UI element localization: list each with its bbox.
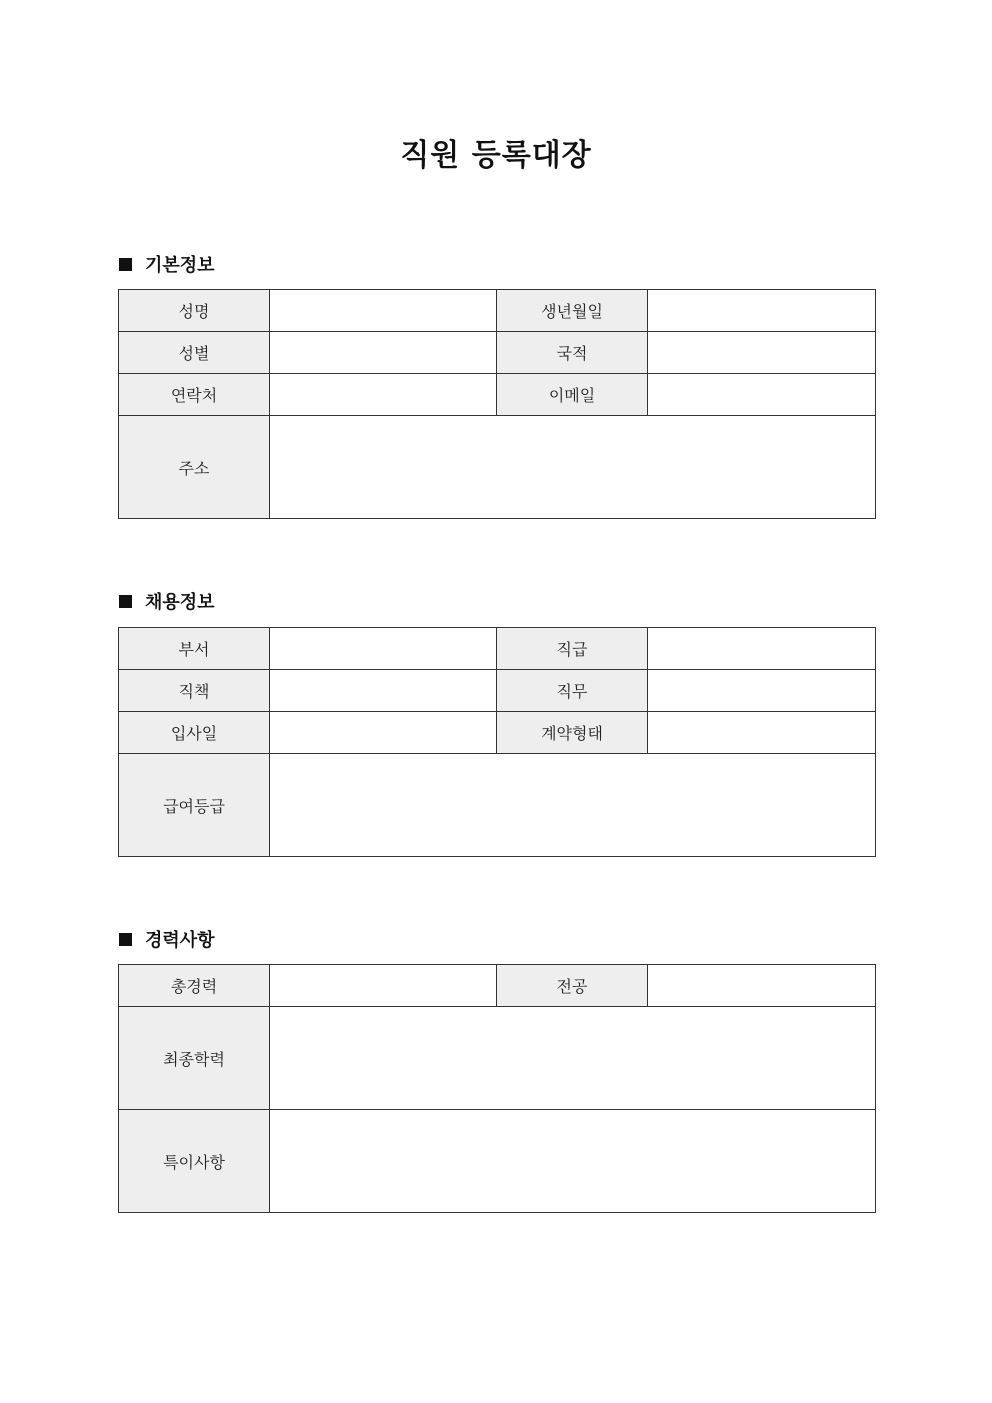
contact-field[interactable]: [270, 374, 497, 416]
name-field[interactable]: [270, 290, 497, 332]
position-label: 직책: [119, 670, 270, 712]
position-field[interactable]: [270, 670, 497, 712]
nationality-field[interactable]: [648, 332, 876, 374]
education-field[interactable]: [270, 1007, 876, 1110]
table-row: [119, 332, 876, 374]
table-row: [119, 712, 876, 754]
table-row: [119, 1110, 876, 1213]
total-career-field[interactable]: [270, 965, 497, 1007]
address-label: 주소: [119, 416, 270, 519]
hire-date-field[interactable]: [270, 712, 497, 754]
gender-label: 성별: [119, 332, 270, 374]
salary-grade-field[interactable]: [270, 754, 876, 857]
department-field[interactable]: [270, 628, 497, 670]
contract-type-field[interactable]: [648, 712, 876, 754]
table-row: [119, 290, 876, 332]
grade-field[interactable]: [648, 628, 876, 670]
square-bullet-icon: [119, 258, 132, 271]
name-label: 성명: [119, 290, 270, 332]
career-info-table: [118, 964, 876, 1213]
birthdate-field[interactable]: [648, 290, 876, 332]
section-heading-basic: [119, 252, 215, 276]
duty-label: 직무: [497, 670, 648, 712]
table-row: [119, 1007, 876, 1110]
section-heading-label: 채용정보: [145, 592, 215, 613]
education-label: 최종학력: [119, 1007, 270, 1110]
contract-type-label: 계약형태: [497, 712, 648, 754]
duty-field[interactable]: [648, 670, 876, 712]
email-label: 이메일: [497, 374, 648, 416]
section-heading-label: 경력사항: [145, 930, 215, 951]
section-heading-employment: [119, 589, 215, 613]
nationality-label: 국적: [497, 332, 648, 374]
major-label: 전공: [497, 965, 648, 1007]
hire-date-label: 입사일: [119, 712, 270, 754]
employment-info-table: [118, 627, 876, 857]
section-heading-label: 기본정보: [145, 255, 215, 276]
email-field[interactable]: [648, 374, 876, 416]
major-field[interactable]: [648, 965, 876, 1007]
table-row: [119, 416, 876, 519]
birthdate-label: 생년월일: [497, 290, 648, 332]
total-career-label: 총경력: [119, 965, 270, 1007]
salary-grade-label: 급여등급: [119, 754, 270, 857]
address-field[interactable]: [270, 416, 876, 519]
table-row: [119, 754, 876, 857]
basic-info-table: [118, 289, 876, 519]
contact-label: 연락처: [119, 374, 270, 416]
table-row: [119, 374, 876, 416]
department-label: 부서: [119, 628, 270, 670]
section-heading-career: [119, 927, 215, 951]
remarks-field[interactable]: [270, 1110, 876, 1213]
page-title: 직원 등록대장: [400, 138, 592, 173]
gender-field[interactable]: [270, 332, 497, 374]
table-row: [119, 965, 876, 1007]
square-bullet-icon: [119, 933, 132, 946]
table-row: [119, 628, 876, 670]
table-row: [119, 670, 876, 712]
remarks-label: 특이사항: [119, 1110, 270, 1213]
square-bullet-icon: [119, 595, 132, 608]
grade-label: 직급: [497, 628, 648, 670]
